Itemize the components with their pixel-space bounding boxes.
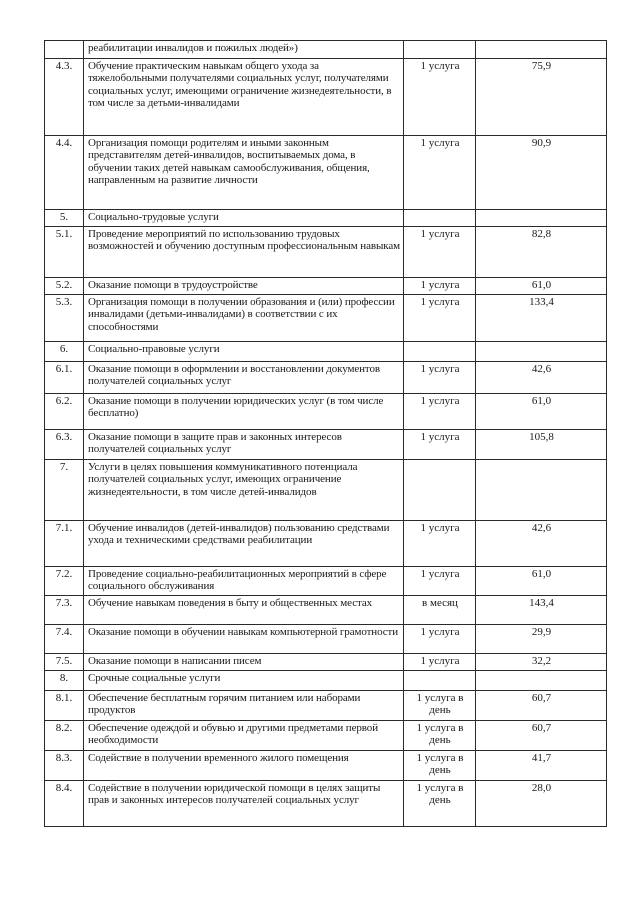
row-number: 8.4. [45, 781, 84, 827]
service-name: Оказание помощи в оформлении и восстановлении документов получателей социальных услуг [84, 362, 404, 394]
table-row [45, 625, 607, 654]
table-row [45, 596, 607, 625]
price-value: 28,0 [476, 781, 607, 827]
unit-of-service [404, 41, 476, 59]
row-number: 4.4. [45, 136, 84, 210]
unit-of-service: 1 услуга в день [404, 721, 476, 751]
table-row [45, 227, 607, 278]
unit-of-service: 1 услуга [404, 136, 476, 210]
price-value [476, 342, 607, 362]
table-row [45, 41, 607, 59]
service-name: Социально-трудовые услуги [84, 210, 404, 227]
price-value: 61,0 [476, 278, 607, 295]
service-name: Услуги в целях повышения коммуникативного потенциала получателей социальных услуг, имеющих ограничение жизнедеятельности, в том числе детей-инвалидов [84, 460, 404, 521]
row-number: 7.3. [45, 596, 84, 625]
price-value: 143,4 [476, 596, 607, 625]
unit-of-service: 1 услуга [404, 362, 476, 394]
tariff-table [44, 40, 607, 827]
price-value: 32,2 [476, 654, 607, 671]
table-row [45, 654, 607, 671]
price-value: 75,9 [476, 59, 607, 136]
price-value: 105,8 [476, 430, 607, 460]
unit-of-service [404, 342, 476, 362]
table-row [45, 136, 607, 210]
service-name: Содействие в получении временного жилого помещения [84, 751, 404, 781]
row-number: 8.2. [45, 721, 84, 751]
row-number: 8.3. [45, 751, 84, 781]
price-value [476, 210, 607, 227]
service-name: Организация помощи родителям и иными законным представителям детей-инвалидов, воспитываемых дома, в обучении таких детей навыкам самообслуживания, общения, направленным на развитие личности [84, 136, 404, 210]
table-row [45, 671, 607, 691]
price-value: 42,6 [476, 521, 607, 567]
table-row [45, 721, 607, 751]
row-number: 7.5. [45, 654, 84, 671]
unit-of-service [404, 210, 476, 227]
price-value: 42,6 [476, 362, 607, 394]
unit-of-service: 1 услуга [404, 394, 476, 430]
service-name: Оказание помощи в защите прав и законных интересов получателей социальных услуг [84, 430, 404, 460]
row-number: 6.2. [45, 394, 84, 430]
service-name: Обучение практическим навыкам общего ухода за тяжелобольными получателями социальных услуг, получателями социальных услуг, имеющими ограничение жизнедеятельности, в том числе за детьми-инвалидами [84, 59, 404, 136]
unit-of-service: 1 услуга [404, 625, 476, 654]
table-row [45, 278, 607, 295]
unit-of-service: 1 услуга [404, 567, 476, 596]
unit-of-service: 1 услуга [404, 654, 476, 671]
row-number: 7.2. [45, 567, 84, 596]
table-row [45, 781, 607, 827]
table-row [45, 59, 607, 136]
row-number: 8. [45, 671, 84, 691]
service-name: Проведение мероприятий по использованию трудовых возможностей и обучению доступным профессиональным навыкам [84, 227, 404, 278]
table-row [45, 751, 607, 781]
price-value: 82,8 [476, 227, 607, 278]
unit-of-service: 1 услуга в день [404, 691, 476, 721]
service-name: Обучение инвалидов (детей-инвалидов) пользованию средствами ухода и техническими средствами реабилитации [84, 521, 404, 567]
service-name: Оказание помощи в написании писем [84, 654, 404, 671]
table-row [45, 567, 607, 596]
price-value: 60,7 [476, 721, 607, 751]
price-value [476, 460, 607, 521]
price-value: 29,9 [476, 625, 607, 654]
unit-of-service: 1 услуга в день [404, 781, 476, 827]
unit-of-service [404, 671, 476, 691]
row-number: 4.3. [45, 59, 84, 136]
table-row [45, 691, 607, 721]
table-row [45, 460, 607, 521]
row-number: 6.3. [45, 430, 84, 460]
service-name: Оказание помощи в обучении навыкам компьютерной грамотности [84, 625, 404, 654]
service-name: реабилитации инвалидов и пожилых людей») [84, 41, 404, 59]
service-name: Обучение навыкам поведения в быту и общественных местах [84, 596, 404, 625]
service-name: Обеспечение бесплатным горячим питанием или наборами продуктов [84, 691, 404, 721]
unit-of-service: 1 услуга [404, 59, 476, 136]
price-value [476, 671, 607, 691]
unit-of-service: 1 услуга [404, 521, 476, 567]
row-number: 7.1. [45, 521, 84, 567]
price-value: 90,9 [476, 136, 607, 210]
table-row [45, 295, 607, 342]
row-number: 5.2. [45, 278, 84, 295]
price-value [476, 41, 607, 59]
price-value: 61,0 [476, 567, 607, 596]
unit-of-service: в месяц [404, 596, 476, 625]
row-number: 5. [45, 210, 84, 227]
table-row [45, 362, 607, 394]
service-name: Проведение социально-реабилитационных мероприятий в сфере социального обслуживания [84, 567, 404, 596]
unit-of-service [404, 460, 476, 521]
table-row [45, 394, 607, 430]
unit-of-service: 1 услуга [404, 430, 476, 460]
table-row [45, 342, 607, 362]
row-number: 7.4. [45, 625, 84, 654]
row-number [45, 41, 84, 59]
row-number: 5.3. [45, 295, 84, 342]
price-value: 133,4 [476, 295, 607, 342]
row-number: 6.1. [45, 362, 84, 394]
service-name: Содействие в получении юридической помощи в целях защиты прав и законных интересов получателей социальных услуг [84, 781, 404, 827]
row-number: 6. [45, 342, 84, 362]
row-number: 7. [45, 460, 84, 521]
service-name: Срочные социальные услуги [84, 671, 404, 691]
row-number: 8.1. [45, 691, 84, 721]
tariff-table-body [45, 41, 607, 827]
table-row [45, 430, 607, 460]
row-number: 5.1. [45, 227, 84, 278]
unit-of-service: 1 услуга в день [404, 751, 476, 781]
table-row [45, 210, 607, 227]
service-name: Организация помощи в получении образования и (или) профессии инвалидами (детьми-инвалидами) в соответствии с их способностями [84, 295, 404, 342]
service-name: Оказание помощи в получении юридических услуг (в том числе бесплатно) [84, 394, 404, 430]
service-name: Социально-правовые услуги [84, 342, 404, 362]
price-value: 60,7 [476, 691, 607, 721]
unit-of-service: 1 услуга [404, 295, 476, 342]
unit-of-service: 1 услуга [404, 227, 476, 278]
service-name: Обеспечение одеждой и обувью и другими предметами первой необходимости [84, 721, 404, 751]
service-name: Оказание помощи в трудоустройстве [84, 278, 404, 295]
price-value: 61,0 [476, 394, 607, 430]
price-value: 41,7 [476, 751, 607, 781]
table-row [45, 521, 607, 567]
unit-of-service: 1 услуга [404, 278, 476, 295]
